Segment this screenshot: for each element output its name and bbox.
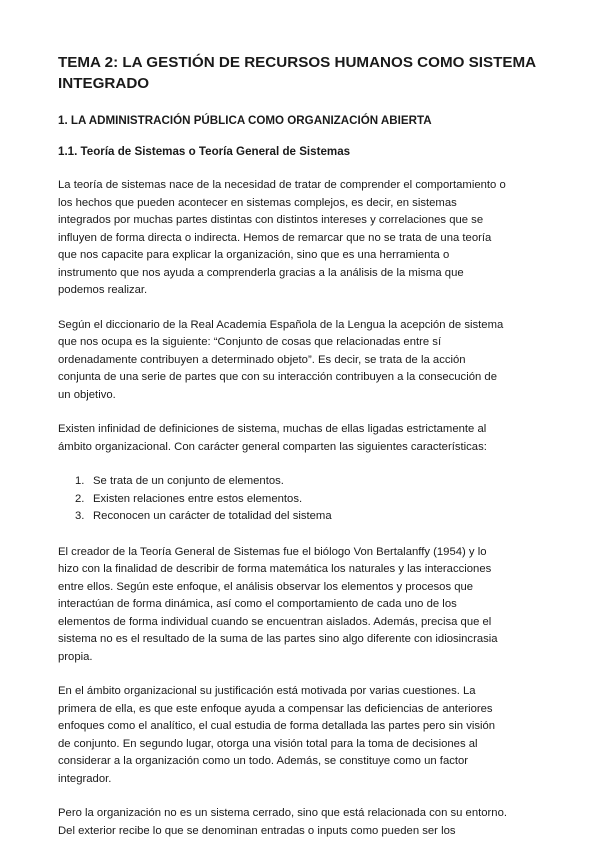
list-item-number: 2. xyxy=(75,492,85,505)
text-line: propia. xyxy=(58,650,93,663)
text-line: considerar a la organización como un todo. Además, se constituye como un factor xyxy=(58,755,469,767)
list-item-number: 1. xyxy=(75,475,85,487)
paragraph-characteristics xyxy=(58,421,542,456)
text-line: enfoques como el analítico, el cual estudia de forma detallada las partes pero sin visión xyxy=(58,720,496,732)
text-line: El creador de la Teoría General de Sistemas fue el biólogo Von Bertalanffy (1954) y lo xyxy=(58,545,487,558)
text-line: En el ámbito organizacional su justificación está motivada por varias cuestiones. La xyxy=(58,685,476,697)
paragraph-definition xyxy=(58,317,542,405)
list-item xyxy=(58,491,542,509)
text-line: hizo con la finalidad de describir de forma matemática los naturales y las interacciones xyxy=(58,563,492,575)
text-line: ámbito organizacional. Con carácter general comparten las siguientes características: xyxy=(58,440,487,453)
document-title xyxy=(58,52,542,94)
text-line: de conjunto. En segundo lugar, otorga una visión total para la toma de decisiones al xyxy=(58,737,478,750)
list-item xyxy=(58,508,542,526)
paragraph-bertalanffy xyxy=(58,544,542,667)
subsection-heading: 1.1. Teoría de Sistemas o Teoría General de Sistemas xyxy=(58,145,351,158)
text-line: Según el diccionario de la Real Academia Española de la Lengua la acepción de sistema xyxy=(58,318,504,331)
text-line: influyen de forma directa o indirecta. Hemos de remarcar que no se trata de una teoría xyxy=(58,231,492,244)
document-page xyxy=(58,52,542,840)
text-line: elementos de forma individual cuando se encuentran aislados. Además, precisa que el xyxy=(58,615,492,628)
title-line: INTEGRADO xyxy=(58,75,150,92)
text-line: podemos realizar. xyxy=(58,284,148,296)
text-line: Pero la organización no es un sistema cerrado, sino que está relacionada con su entorno. xyxy=(58,807,508,819)
text-line: ordenadamente contribuyen a determinado objeto”. Es decir, se trata de la acción xyxy=(58,353,466,366)
text-line: un objetivo. xyxy=(58,388,116,401)
text-line: conjunta de una serie de partes que con su interacción contribuyen a la consecución de xyxy=(58,371,497,383)
text-line: primera de ella, es que este enfoque ayuda a compensar las deficiencias de anteriores xyxy=(58,702,493,715)
paragraph-justification xyxy=(58,683,542,788)
list-item xyxy=(58,473,542,491)
text-line: Del exterior recibe lo que se denominan entradas o inputs como pueden ser los xyxy=(58,824,456,837)
list-item-text: Reconocen un carácter de totalidad del sistema xyxy=(93,510,332,522)
list-item-text: Existen relaciones entre estos elementos. xyxy=(93,492,303,505)
text-line: integrador. xyxy=(58,772,112,785)
paragraph-open-system xyxy=(58,805,542,840)
text-line: Existen infinidad de definiciones de sistema, muchas de ellas ligadas estrictamente al xyxy=(58,423,487,435)
paragraph-intro xyxy=(58,177,542,300)
text-line: los hechos que pueden acontecer en sistemas complejos, es decir, en sistemas xyxy=(58,196,457,209)
text-line: instrumento que nos ayuda a comprenderla gracias a la análisis de la misma que xyxy=(58,266,464,279)
text-line: La teoría de sistemas nace de la necesidad de tratar de comprender el comportamiento o xyxy=(58,179,506,191)
text-line: interactúan de forma dinámica, así como el comportamiento de cada uno de los xyxy=(58,598,457,610)
section-heading: 1. LA ADMINISTRACIÓN PÚBLICA COMO ORGANIZACIÓN ABIERTA xyxy=(58,114,432,127)
text-line: entre ellos. Según este enfoque, el análisis observar los elementos y procesos que xyxy=(58,580,474,593)
text-line: que nos capacite para explicar la organización, sino que es una herramienta o xyxy=(58,249,450,261)
text-line: que nos ocupa es la siguiente: “Conjunto de cosas que relacionadas entre sí xyxy=(58,336,442,348)
list-item-text: Se trata de un conjunto de elementos. xyxy=(93,475,284,487)
text-line: sistema no es el resultado de la suma de las partes sino algo diferente con idiosincrasia xyxy=(58,633,498,645)
characteristics-list xyxy=(58,473,542,526)
title-line: TEMA 2: LA GESTIÓN DE RECURSOS HUMANOS COMO SISTEMA xyxy=(58,54,537,71)
text-line: integrados por muchas partes distintas con distintos intereses y correlaciones que se xyxy=(58,214,484,226)
list-item-number: 3. xyxy=(75,510,85,522)
